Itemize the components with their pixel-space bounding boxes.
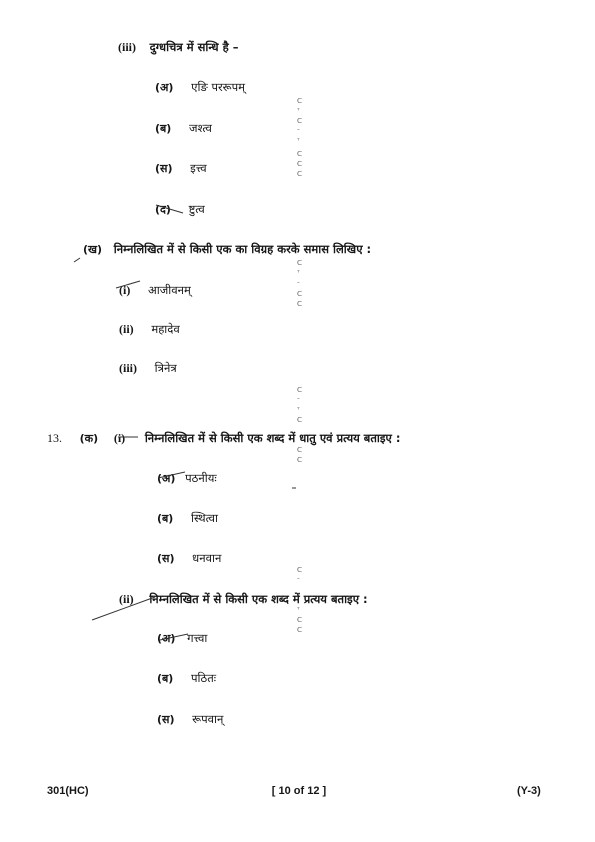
q12-kha-question: निम्नलिखित में से किसी एक का विग्रह करके समास लिखिए :: [113, 242, 372, 256]
svg-text:ᑕ: ᑕ: [297, 456, 303, 464]
svg-text:ᑕ: ᑕ: [297, 300, 303, 308]
option-label: (ब): [157, 672, 174, 685]
option-label: (अ): [157, 472, 176, 485]
option-text: पठनीयः: [185, 471, 217, 485]
q13-sub-ii-number: (ii): [119, 592, 134, 606]
svg-text:ᑕ: ᑕ: [297, 416, 303, 424]
svg-text:ᐪ: ᐪ: [297, 406, 300, 414]
strike-mark: [156, 205, 183, 213]
svg-text:ᑕ: ᑕ: [297, 290, 303, 298]
svg-text:ᐪ: ᐪ: [297, 606, 300, 614]
q12-sub-iii-number: (iii): [118, 40, 136, 54]
svg-text:ᑕ: ᑕ: [297, 259, 303, 267]
footer-set: (Y-3): [517, 785, 541, 797]
svg-text:ᐪ: ᐪ: [297, 107, 300, 115]
svg-text:ᐪ: ᐪ: [297, 137, 300, 145]
q12-kha-label: (ख): [83, 243, 103, 256]
svg-text:ᐨ: ᐨ: [297, 396, 300, 404]
q13-sub-ii-question: निम्नलिखित में से किसी एक शब्द में प्रत्यय बताइए :: [149, 592, 368, 606]
option-text: रूपवान्: [192, 712, 224, 726]
q13-ka-label: (क): [79, 432, 99, 445]
option-label: (द): [155, 203, 171, 216]
svg-text:ᐪ: ᐪ: [297, 269, 300, 277]
item-text: त्रिनेत्र: [154, 361, 177, 375]
svg-text:ᑕ: ᑕ: [297, 386, 303, 394]
option-text: पठितः: [191, 671, 217, 685]
svg-text:ᑕ: ᑕ: [297, 160, 303, 168]
svg-text:ᐨ: ᐨ: [297, 280, 300, 288]
strike-mark: [158, 472, 185, 478]
svg-text:ᐨ: ᐨ: [297, 127, 300, 135]
svg-text:ᑕ: ᑕ: [297, 97, 303, 105]
option-label: (स): [157, 552, 175, 565]
option-label: (स): [155, 162, 173, 175]
option-text: ष्टुत्व: [188, 202, 205, 216]
option-label: (स): [157, 713, 175, 726]
pen-dash: [74, 258, 80, 262]
item-number: (iii): [119, 361, 137, 375]
pen-line: [92, 597, 155, 620]
svg-text:ᑕ: ᑕ: [297, 170, 303, 178]
svg-text:ᑕ: ᑕ: [297, 616, 303, 624]
option-label: (अ): [157, 632, 176, 645]
option-text: गत्त्वा: [187, 631, 208, 645]
q13-sub-i-number: (i): [113, 431, 126, 445]
option-text: स्थित्वा: [191, 511, 218, 525]
q13-number: 13.: [47, 431, 62, 445]
option-text: धनवान: [192, 551, 222, 565]
q12-sub-iii-question: दुग्धचित्र में सन्धि है –: [149, 40, 239, 54]
footer-page-number: [ 10 of 12 ]: [271, 785, 327, 797]
svg-text:ᑕ: ᑕ: [297, 566, 303, 574]
svg-text:ᑕ: ᑕ: [297, 626, 303, 634]
svg-text:ᑕ: ᑕ: [297, 150, 303, 158]
svg-text:ᑕ: ᑕ: [297, 117, 303, 125]
option-label: (ब): [157, 512, 174, 525]
option-text: जश्त्व: [189, 121, 212, 135]
option-text: इत्त्व: [190, 161, 207, 175]
option-label: (अ): [155, 81, 174, 94]
svg-text:ᐨ: ᐨ: [297, 576, 300, 584]
item-text: महादेव: [151, 322, 180, 336]
item-number: (i): [119, 283, 131, 297]
vertical-marks: [297, 97, 302, 634]
option-label: (ब): [155, 122, 172, 135]
svg-text:ᑕ: ᑕ: [297, 446, 303, 454]
q13-sub-i-question: निम्नलिखित में से किसी एक शब्द में धातु एवं प्रत्यय बताइए :: [144, 431, 401, 445]
footer-code: 301(HC): [47, 785, 89, 797]
item-text: आजीवनम्: [147, 283, 191, 297]
option-text: एङि पररूपम्: [191, 80, 246, 94]
item-number: (ii): [119, 322, 134, 336]
strike-mark: [116, 281, 140, 288]
strike-mark: [160, 634, 188, 640]
scribble-strokes: [74, 205, 296, 640]
